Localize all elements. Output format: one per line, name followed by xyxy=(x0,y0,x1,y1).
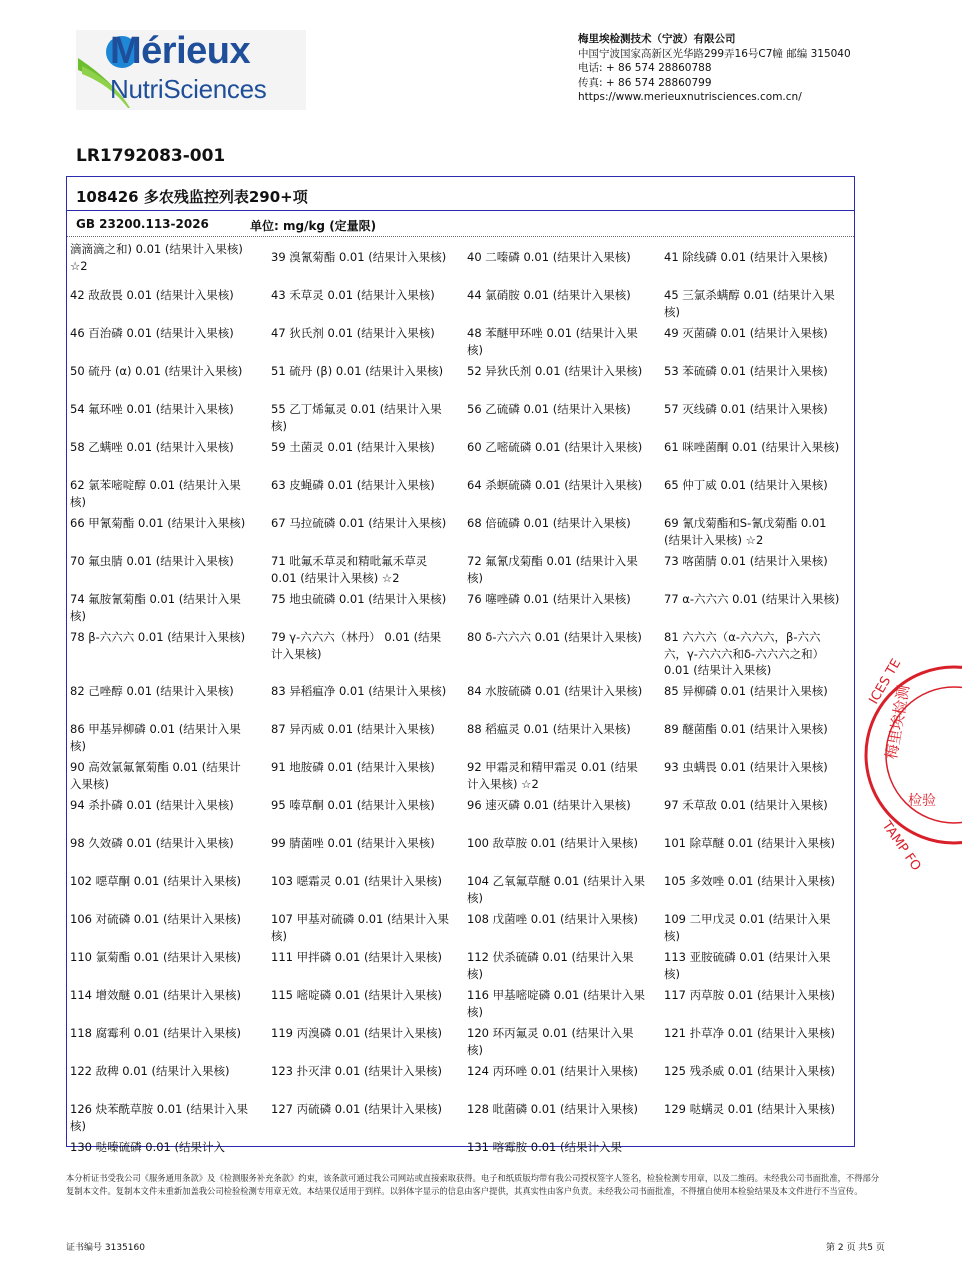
analyte-item: 61 咪唑菌酮 0.01 (结果计入果核) xyxy=(664,440,840,454)
analyte-item: 118 腐霉利 0.01 (结果计入果核) xyxy=(70,1026,241,1040)
analyte-item: 117 丙草胺 0.01 (结果计入果核) xyxy=(664,988,835,1002)
analyte-item: 95 嗪草酮 0.01 (结果计入果核) xyxy=(271,798,435,812)
page-indicator: 第 2 页 共5 页 xyxy=(826,1243,885,1253)
analyte-item: 125 残杀威 0.01 (结果计入果核) xyxy=(664,1064,835,1078)
analyte-item: 131 喀霉胺 0.01 (结果计入果 xyxy=(467,1140,623,1154)
analyte-item: 41 除线磷 0.01 (结果计入果核) xyxy=(664,250,828,264)
analyte-item: 102 噁草酮 0.01 (结果计入果核) xyxy=(70,874,241,888)
analyte-item: 127 丙硫磷 0.01 (结果计入果核) xyxy=(271,1102,442,1116)
analyte-item: 48 苯醚甲环唑 0.01 (结果计入果核) xyxy=(467,326,638,357)
analyte-item: 81 六六六（α-六六六，β-六六六，γ-六六六和δ-六六六之和） 0.01 (结果计入果核) xyxy=(664,630,825,677)
section-title: 108426 多农残监控列表290+项 xyxy=(67,177,854,211)
analyte-item: 104 乙氧氟草醚 0.01 (结果计入果核) xyxy=(467,874,646,905)
analyte-item: 115 嘧啶磷 0.01 (结果计入果核) xyxy=(271,988,442,1002)
analyte-item: 119 丙溴磷 0.01 (结果计入果核) xyxy=(271,1026,442,1040)
analyte-item: 84 水胺硫磷 0.01 (结果计入果核) xyxy=(467,684,643,698)
company-name: 梅里埃检测技术（宁波）有限公司 xyxy=(578,33,736,45)
certificate-number: 证书编号 3135160 xyxy=(66,1243,145,1253)
report-number: LR1792083-001 xyxy=(76,146,226,166)
analyte-item: 滴滴滴之和) 0.01 (结果计入果核) ☆2 xyxy=(70,242,243,273)
analyte-item: 60 乙嘧硫磷 0.01 (结果计入果核) xyxy=(467,440,643,454)
analyte-item: 65 仲丁威 0.01 (结果计入果核) xyxy=(664,478,828,492)
analyte-item: 129 哒螨灵 0.01 (结果计入果核) xyxy=(664,1102,835,1116)
analyte-item: 54 氟环唑 0.01 (结果计入果核) xyxy=(70,402,234,416)
inspection-stamp-icon xyxy=(862,655,962,874)
analyte-item: 83 异稻瘟净 0.01 (结果计入果核) xyxy=(271,684,447,698)
analyte-item: 42 敌敌畏 0.01 (结果计入果核) xyxy=(70,288,234,302)
analyte-item: 123 扑灭津 0.01 (结果计入果核) xyxy=(271,1064,442,1078)
analyte-item: 88 稻瘟灵 0.01 (结果计入果核) xyxy=(467,722,631,736)
analyte-item: 106 对硫磷 0.01 (结果计入果核) xyxy=(70,912,241,926)
svg-text:检验: 检验 xyxy=(908,793,936,809)
analyte-item: 114 增效醚 0.01 (结果计入果核) xyxy=(70,988,241,1002)
company-website[interactable]: https://www.merieuxnutrisciences.com.cn/ xyxy=(578,91,802,103)
analyte-item: 80 δ-六六六 0.01 (结果计入果核) xyxy=(467,630,642,644)
svg-text:TAMP FO: TAMP FO xyxy=(878,818,924,874)
analyte-item: 122 敌稗 0.01 (结果计入果核) xyxy=(70,1064,230,1078)
analyte-item: 103 噁霜灵 0.01 (结果计入果核) xyxy=(271,874,442,888)
analyte-item: 75 地虫硫磷 0.01 (结果计入果核) xyxy=(271,592,447,606)
analyte-item: 43 禾草灵 0.01 (结果计入果核) xyxy=(271,288,435,302)
analyte-item: 130 哒嗪硫磷 0.01 (结果计入 xyxy=(70,1140,226,1154)
analyte-item: 113 亚胺硫磷 0.01 (结果计入果核) xyxy=(664,950,831,981)
company-fax: 传真: + 86 574 28860799 xyxy=(578,76,712,89)
analyte-item: 56 乙硫磷 0.01 (结果计入果核) xyxy=(467,402,631,416)
analyte-item: 111 甲拌磷 0.01 (结果计入果核) xyxy=(271,950,442,964)
analyte-item: 70 氟虫腈 0.01 (结果计入果核) xyxy=(70,554,234,568)
analyte-item: 55 乙丁烯氟灵 0.01 (结果计入果核) xyxy=(271,402,442,433)
analyte-item: 66 甲氰菊酯 0.01 (结果计入果核) xyxy=(70,516,246,530)
company-info xyxy=(578,32,851,105)
analyte-item: 78 β-六六六 0.01 (结果计入果核) xyxy=(70,630,246,644)
analyte-item: 71 吡氟禾草灵和精吡氟禾草灵 0.01 (结果计入果核) ☆2 xyxy=(271,554,428,585)
analyte-item: 96 速灭磷 0.01 (结果计入果核) xyxy=(467,798,631,812)
analyte-item: 45 三氯杀螨醇 0.01 (结果计入果核) xyxy=(664,288,835,319)
analyte-item: 52 异狄氏剂 0.01 (结果计入果核) xyxy=(467,364,643,378)
analyte-item: 57 灭线磷 0.01 (结果计入果核) xyxy=(664,402,828,416)
analyte-item: 53 苯硫磷 0.01 (结果计入果核) xyxy=(664,364,828,378)
analyte-item: 67 马拉硫磷 0.01 (结果计入果核) xyxy=(271,516,447,530)
analyte-item: 100 敌草胺 0.01 (结果计入果核) xyxy=(467,836,638,850)
analyte-item: 47 狄氏剂 0.01 (结果计入果核) xyxy=(271,326,435,340)
analyte-item: 121 扑草净 0.01 (结果计入果核) xyxy=(664,1026,835,1040)
analyte-item: 59 土菌灵 0.01 (结果计入果核) xyxy=(271,440,435,454)
analyte-item: 97 禾草敌 0.01 (结果计入果核) xyxy=(664,798,828,812)
standard-code: GB 23200.113-2026 xyxy=(76,217,209,231)
company-address: 中国宁波国家高新区光华路299弄16号C7幢 邮编 315040 xyxy=(578,47,851,60)
analyte-item: 98 久效磷 0.01 (结果计入果核) xyxy=(70,836,234,850)
analyte-item: 93 虫螨畏 0.01 (结果计入果核) xyxy=(664,760,828,774)
analyte-item: 85 异柳磷 0.01 (结果计入果核) xyxy=(664,684,828,698)
svg-text:ICES TE: ICES TE xyxy=(866,656,905,707)
analyte-item: 91 地胺磷 0.01 (结果计入果核) xyxy=(271,760,435,774)
analyte-item: 68 倍硫磷 0.01 (结果计入果核) xyxy=(467,516,631,530)
analyte-item: 120 环丙氟灵 0.01 (结果计入果核) xyxy=(467,1026,634,1057)
logo-text-merieux: Mérieux xyxy=(110,30,251,72)
analyte-item: 64 杀螟硫磷 0.01 (结果计入果核) xyxy=(467,478,643,492)
analyte-item: 50 硫丹 (α) 0.01 (结果计入果核) xyxy=(70,364,243,378)
footer-disclaimer: 本分析证书受我公司《服务通用条款》及《检测服务补充条款》约束，该条款可通过我公司网站或直接索取获得。电子和纸质版均带有我公司授权签字人签名，检验检测专用章，以及二维码。未经我公司书面批准，不得部分复制本文件。复制本文件未重新加盖我公司检验检测专用章无效。本结果仅适用于到样。以斜体字显示的信息由客户提供，其真实性由客户负责。未经我公司书面批准，不得擅自使用本检验结果及本文件进行不当宣传。 xyxy=(66,1173,880,1196)
section-subheader xyxy=(67,211,854,237)
analyte-item: 69 氰戊菊酯和S-氰戊菊酯 0.01 (结果计入果核) ☆2 xyxy=(664,516,827,547)
analyte-item: 89 醚菌酯 0.01 (结果计入果核) xyxy=(664,722,828,736)
analyte-item: 86 甲基异柳磷 0.01 (结果计入果核) xyxy=(70,722,241,753)
analyte-item: 63 皮蝇磷 0.01 (结果计入果核) xyxy=(271,478,435,492)
analyte-item: 126 炔苯酰草胺 0.01 (结果计入果核) xyxy=(70,1102,249,1133)
analyte-item: 79 γ-六六六（林丹） 0.01 (结果计入果核) xyxy=(271,630,442,661)
analyte-item: 40 二嗪磷 0.01 (结果计入果核) xyxy=(467,250,631,264)
analyte-item: 128 吡菌磷 0.01 (结果计入果核) xyxy=(467,1102,638,1116)
analyte-item: 110 氯菊酯 0.01 (结果计入果核) xyxy=(70,950,241,964)
analyte-item: 62 氯苯嘧啶醇 0.01 (结果计入果核) xyxy=(70,478,241,509)
analyte-item: 108 戊菌唑 0.01 (结果计入果核) xyxy=(467,912,638,926)
company-phone: 电话: + 86 574 28860788 xyxy=(578,62,712,74)
logo-text-nutrisciences: NutriSciences xyxy=(110,74,267,104)
unit-label: 单位: mg/kg (定量限) xyxy=(250,219,377,233)
analyte-item: 112 伏杀硫磷 0.01 (结果计入果核) xyxy=(467,950,634,981)
analyte-item: 124 丙环唑 0.01 (结果计入果核) xyxy=(467,1064,638,1078)
analyte-item: 58 乙螨唑 0.01 (结果计入果核) xyxy=(70,440,234,454)
analyte-item: 73 喀菌腈 0.01 (结果计入果核) xyxy=(664,554,828,568)
analyte-item: 109 二甲戊灵 0.01 (结果计入果核) xyxy=(664,912,831,943)
analyte-item: 82 己唑醇 0.01 (结果计入果核) xyxy=(70,684,234,698)
analyte-item: 107 甲基对硫磷 0.01 (结果计入果核) xyxy=(271,912,450,943)
analyte-item: 92 甲霜灵和精甲霜灵 0.01 (结果计入果核) ☆2 xyxy=(467,760,638,791)
analyte-item: 77 α-六六六 0.01 (结果计入果核) xyxy=(664,592,840,606)
analyte-item: 99 腈菌唑 0.01 (结果计入果核) xyxy=(271,836,435,850)
analyte-item: 87 异丙威 0.01 (结果计入果核) xyxy=(271,722,435,736)
analyte-item: 72 氟氰戊菊酯 0.01 (结果计入果核) xyxy=(467,554,638,585)
analyte-item: 94 杀扑磷 0.01 (结果计入果核) xyxy=(70,798,234,812)
analyte-item: 105 多效唑 0.01 (结果计入果核) xyxy=(664,874,835,888)
analyte-item: 76 噻唑磷 0.01 (结果计入果核) xyxy=(467,592,631,606)
svg-text:梅里埃检测: 梅里埃检测 xyxy=(882,683,913,761)
analyte-item: 44 氯硝胺 0.01 (结果计入果核) xyxy=(467,288,631,302)
analyte-item: 39 溴氰菊酯 0.01 (结果计入果核) xyxy=(271,250,447,264)
analyte-item: 46 百治磷 0.01 (结果计入果核) xyxy=(70,326,234,340)
analyte-item: 74 氟胺氰菊酯 0.01 (结果计入果核) xyxy=(70,592,241,623)
results-frame xyxy=(66,176,855,1154)
analyte-item: 101 除草醚 0.01 (结果计入果核) xyxy=(664,836,835,850)
analyte-item: 116 甲基嘧啶磷 0.01 (结果计入果核) xyxy=(467,988,646,1019)
analyte-item: 51 硫丹 (β) 0.01 (结果计入果核) xyxy=(271,364,444,378)
analyte-item: 90 高效氯氟氰菊酯 0.01 (结果计入果核) xyxy=(70,760,241,791)
analyte-item: 49 灭菌磷 0.01 (结果计入果核) xyxy=(664,326,828,340)
